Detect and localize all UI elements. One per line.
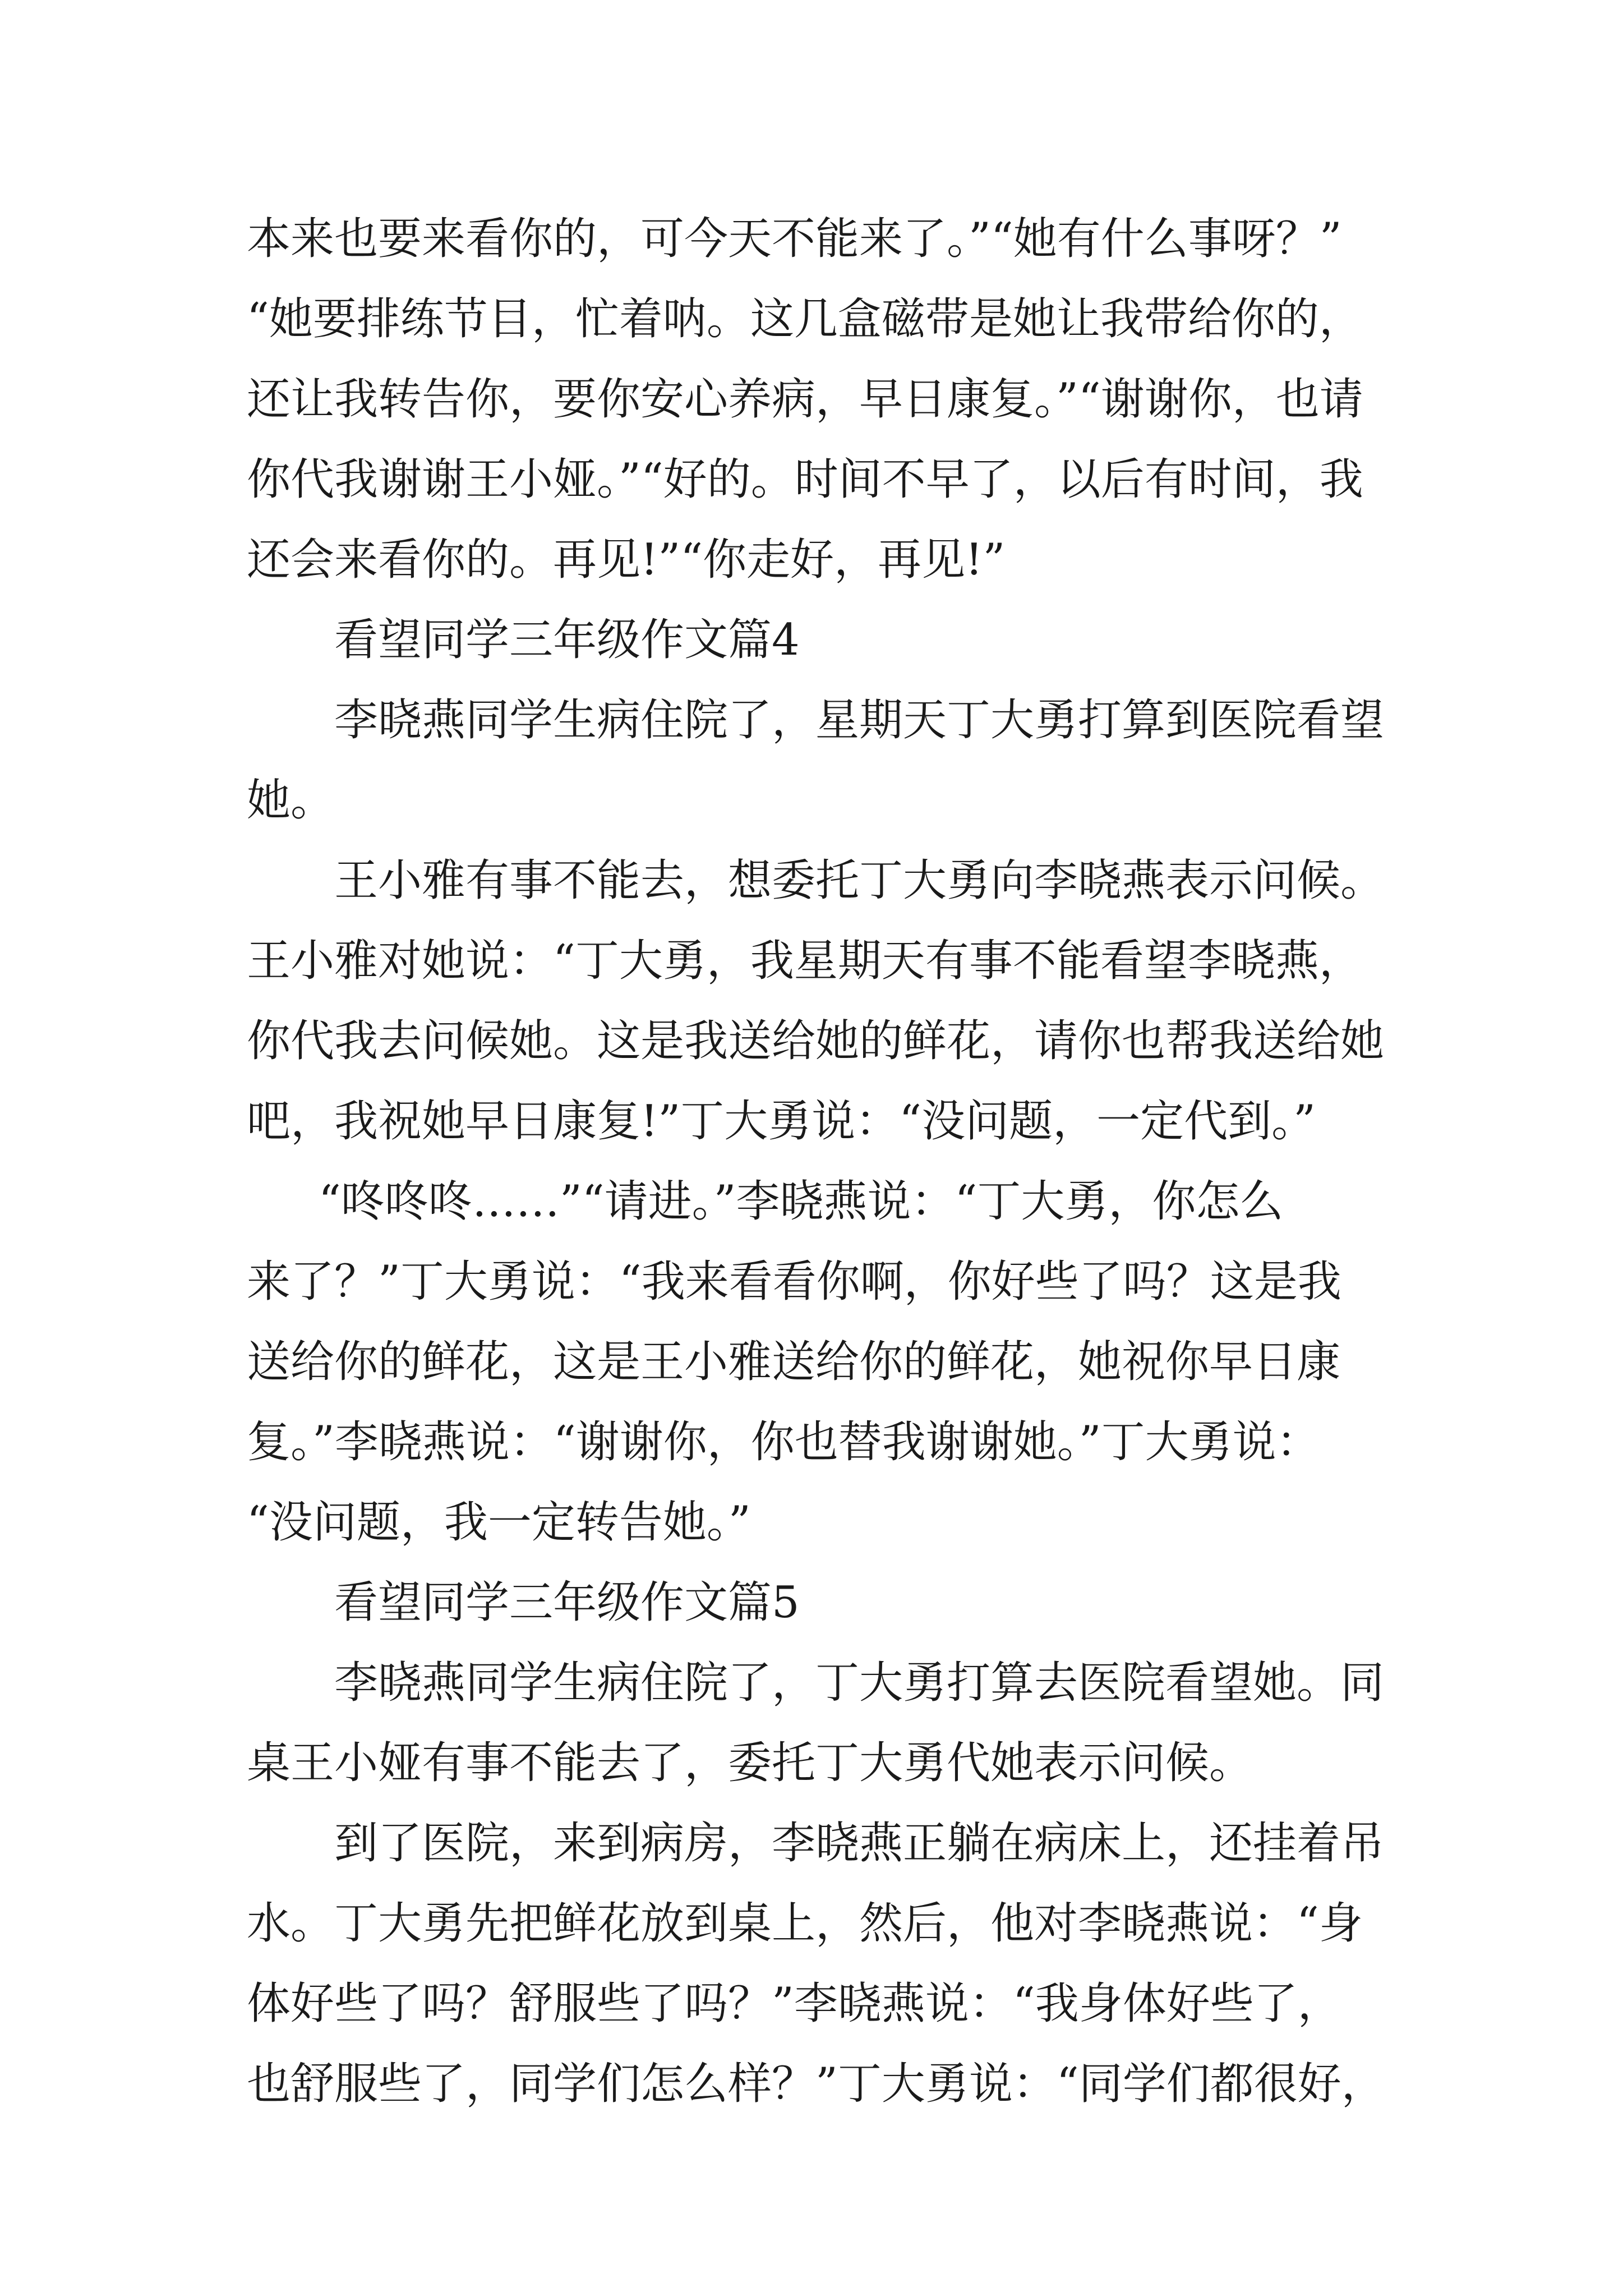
text-line: 桌王小娅有事不能去了，委托丁大勇代她表示问候。 — [247, 1738, 1253, 1788]
text-line: 还会来看你的。再见!”“你走好，再见!” — [247, 535, 1006, 585]
text-line: 她。 — [247, 775, 335, 826]
text-line: 你代我去问候她。这是我送给她的鲜花，请你也帮我送给她 — [247, 1016, 1385, 1066]
text-line: 你代我谢谢王小娅。”“好的。时间不早了，以后有时间，我 — [247, 454, 1363, 505]
text-line: 也舒服些了，同学们怎么样？”丁大勇说：“同学们都很好， — [247, 2059, 1385, 2109]
paragraph-first-line: 王小雅有事不能去，想委托丁大勇向李晓燕表示问候。 — [334, 855, 1385, 906]
paragraph-first-line: “咚咚咚……”“请进。”李晓燕说：“丁大勇，你怎么 — [319, 1176, 1284, 1227]
text-line: 来了？”丁大勇说：“我来看看你啊，你好些了吗？这是我 — [247, 1257, 1341, 1307]
section-heading: 看望同学三年级作文篇4 — [334, 615, 800, 665]
text-line: 复。”李晓燕说：“谢谢你，你也替我谢谢她。”丁大勇说： — [247, 1417, 1320, 1467]
document-body — [247, 199, 1402, 2124]
paragraph-first-line: 李晓燕同学生病住院了，丁大勇打算去医院看望她。同 — [334, 1658, 1385, 1708]
text-line: 体好些了吗？舒服些了吗？”李晓燕说：“我身体好些了， — [247, 1978, 1341, 2029]
paragraph-first-line: 到了医院，来到病房，李晓燕正躺在病床上，还挂着吊 — [334, 1818, 1385, 1869]
text-line: “她要排练节目，忙着呐。这几盒磁带是她让我带给你的， — [247, 294, 1363, 344]
paragraph-first-line: 李晓燕同学生病住院了，星期天丁大勇打算到医院看望 — [334, 695, 1385, 746]
text-line: 王小雅对她说：“丁大勇，我星期天有事不能看望李晓燕， — [247, 936, 1363, 986]
text-line: 还让我转告你，要你安心养病，早日康复。”“谢谢你，也请 — [247, 374, 1363, 425]
text-line: “没问题，我一定转告她。” — [247, 1497, 751, 1548]
text-line: 本来也要来看你的，可今天不能来了。”“她有什么事呀？” — [247, 214, 1342, 264]
text-line: 吧，我祝她早日康复!”丁大勇说：“没问题，一定代到。” — [247, 1096, 1316, 1147]
section-heading: 看望同学三年级作文篇5 — [334, 1577, 800, 1628]
text-line: 送给你的鲜花，这是王小雅送给你的鲜花，她祝你早日康 — [247, 1337, 1341, 1387]
text-line: 水。丁大勇先把鲜花放到桌上，然后，他对李晓燕说：“身 — [247, 1898, 1363, 1949]
